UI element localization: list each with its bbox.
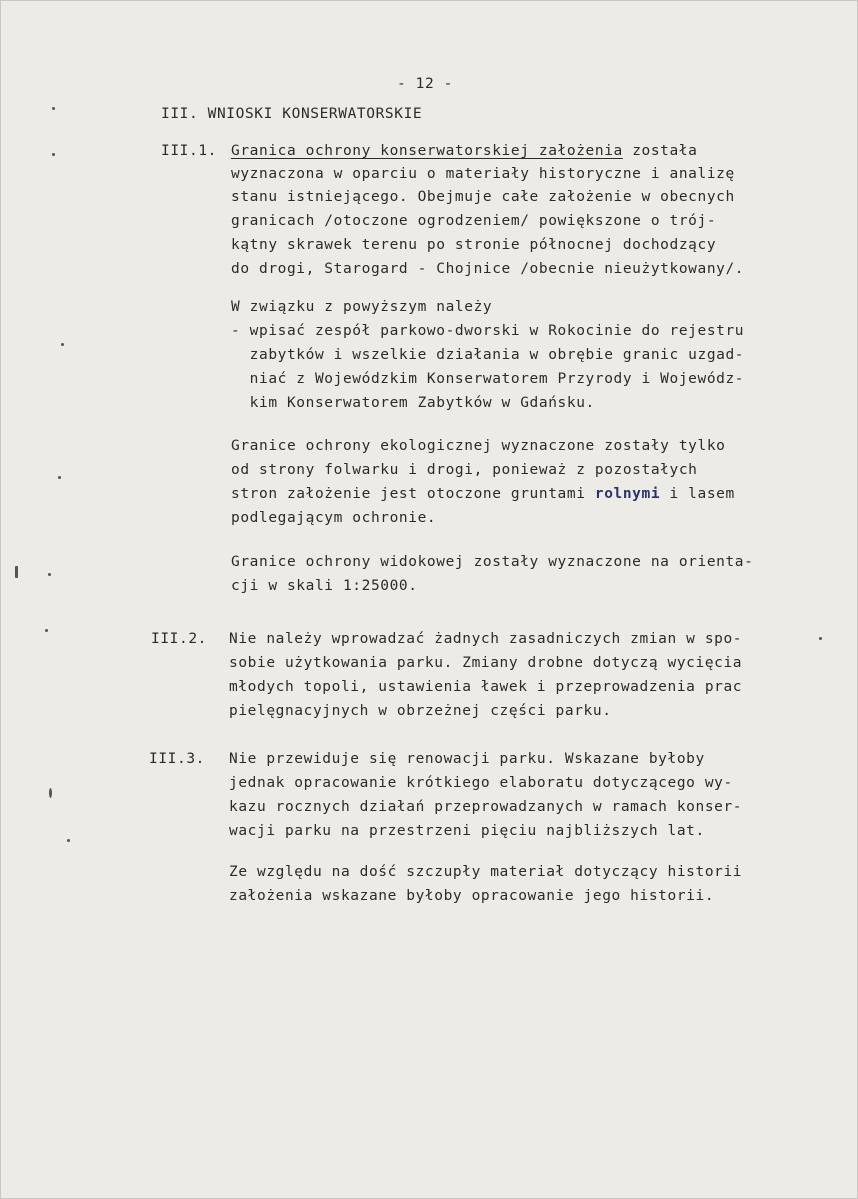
- paragraph-line: stron założenie jest otoczone gruntami rolnymi i lasem: [231, 486, 735, 502]
- paragraph-line: wacji parku na przestrzeni pięciu najbliższych lat.: [229, 823, 705, 839]
- paragraph-line: stanu istniejącego. Obejmuje całe założenie w obecnych: [231, 189, 735, 205]
- list-item-line: zabytków i wszelkie działania w obrębie granic uzgad-: [231, 347, 745, 363]
- section-number-iii-2: III.2.: [151, 631, 207, 647]
- paragraph-line: Nie należy wprowadzać żadnych zasadniczych zmian w spo-: [229, 631, 743, 647]
- scan-mark: [52, 153, 55, 156]
- scan-mark: [67, 839, 70, 842]
- paragraph-line: Granica ochrony konserwatorskiej założenia została: [231, 143, 698, 159]
- highlighted-word: rolnymi: [594, 486, 661, 502]
- list-item-line: kim Konserwatorem Zabytków w Gdańsku.: [231, 395, 595, 411]
- paragraph-line: cji w skali 1:25000.: [231, 578, 418, 594]
- scan-mark: [15, 566, 18, 578]
- paragraph-line: założenia wskazane byłoby opracowanie jego historii.: [229, 888, 715, 904]
- section-number-iii-3: III.3.: [149, 751, 205, 767]
- paragraph-line: sobie użytkowania parku. Zmiany drobne dotyczą wycięcia: [229, 655, 743, 671]
- paragraph-line: Nie przewiduje się renowacji parku. Wskazane byłoby: [229, 751, 705, 767]
- list-item-line: niać z Wojewódzkim Konserwatorem Przyrody i Wojewódz-: [231, 371, 745, 387]
- paragraph-line: podlegającym ochronie.: [231, 510, 437, 526]
- paragraph-line: Granice ochrony ekologicznej wyznaczone zostały tylko: [231, 438, 726, 454]
- scan-mark: [45, 629, 48, 632]
- page-number: - 12 -: [397, 76, 453, 92]
- scan-mark: [61, 343, 64, 346]
- scan-mark: [58, 476, 61, 479]
- section-number-iii-1: III.1.: [161, 143, 217, 159]
- paragraph-line: wyznaczona w oparciu o materiały historyczne i analizę: [231, 166, 735, 182]
- paragraph-line: kątny skrawek terenu po stronie północnej dochodzący: [231, 237, 717, 253]
- scan-mark: [52, 107, 55, 110]
- paragraph-line: kazu rocznych działań przeprowadzanych w ramach konser-: [229, 799, 743, 815]
- scan-mark: [49, 788, 52, 798]
- scan-mark: [819, 637, 822, 640]
- paragraph-line: pielęgnacyjnych w obrzeżnej części parku.: [229, 703, 612, 719]
- list-item-line: - wpisać zespół parkowo-dworski w Rokocinie do rejestru: [231, 323, 745, 339]
- paragraph-line: od strony folwarku i drogi, ponieważ z pozostałych: [231, 462, 698, 478]
- underlined-term: Granica ochrony konserwatorskiej założenia: [231, 143, 623, 159]
- paragraph-line: W związku z powyższym należy: [231, 299, 493, 315]
- paragraph-line: do drogi, Starogard - Chojnice /obecnie nieużytkowany/.: [231, 261, 745, 277]
- scan-mark: [48, 573, 51, 576]
- paragraph-line: Ze względu na dość szczupły materiał dotyczący historii: [229, 864, 743, 880]
- paragraph-line: jednak opracowanie krótkiego elaboratu dotyczącego wy-: [229, 775, 733, 791]
- paragraph-line: młodych topoli, ustawienia ławek i przeprowadzenia prac: [229, 679, 743, 695]
- paragraph-line: granicach /otoczone ogrodzeniem/ powiększone o trój-: [231, 213, 717, 229]
- section-heading: III. WNIOSKI KONSERWATORSKIE: [161, 106, 423, 122]
- paragraph-line: Granice ochrony widokowej zostały wyznaczone na orienta-: [231, 554, 754, 570]
